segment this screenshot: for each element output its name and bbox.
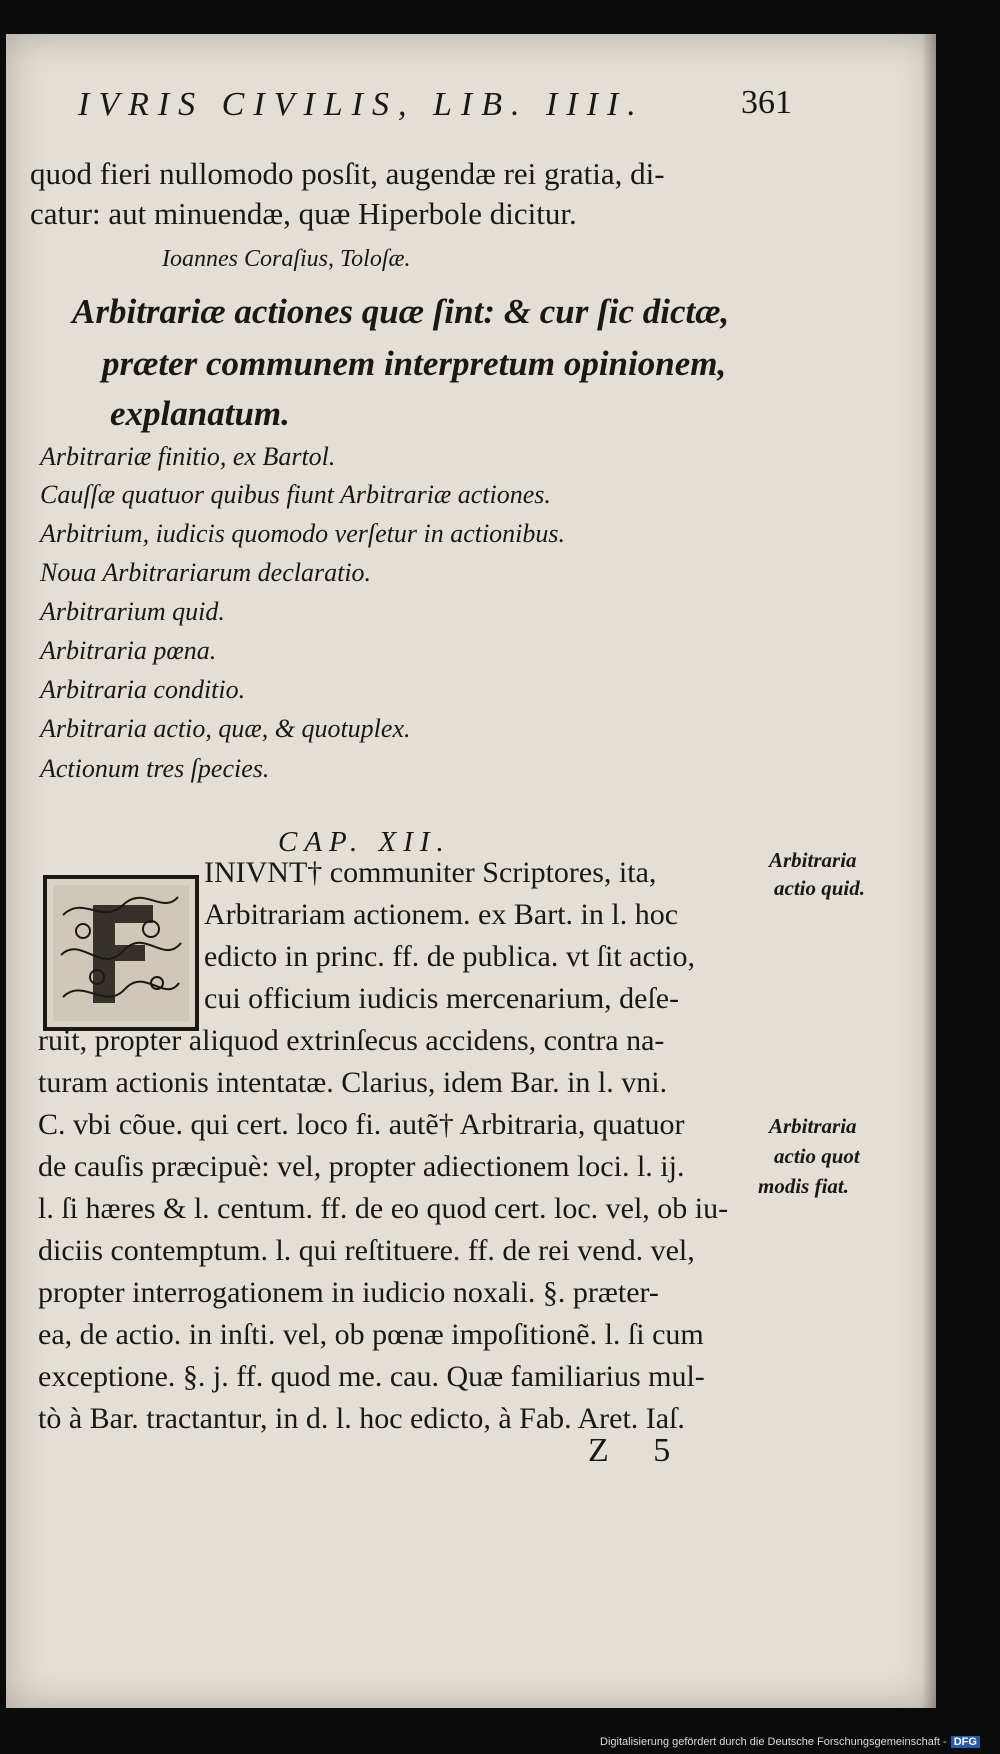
chapter-number: CAP. XII. bbox=[278, 826, 451, 858]
chapter-heading-line: præter communem interpretum opinionem, bbox=[102, 344, 727, 383]
body-line: l. ſi hæres & l. centum. ff. de eo quod cert. loc. vel, ob iu- bbox=[38, 1192, 729, 1225]
running-title: IVRIS CIVILIS, LIB. IIII. bbox=[78, 86, 645, 123]
margin-note: actio quot bbox=[774, 1144, 860, 1168]
dfg-logo-icon: DFG bbox=[951, 1736, 980, 1748]
body-line: Arbitrariam actionem. ex Bart. in l. hoc bbox=[204, 898, 679, 931]
author-line: Ioannes Coraſius, Toloſæ. bbox=[162, 246, 411, 272]
margin-note: modis fiat. bbox=[758, 1174, 850, 1198]
body-line: exceptione. §. j. ff. quod me. cau. Quæ familiarius mul- bbox=[38, 1360, 705, 1393]
intro-line: quod fieri nullomodo posſit, augendæ rei gratia, di- bbox=[30, 156, 665, 191]
body-line: turam actionis intentatæ. Clarius, idem Bar. in l. vni. bbox=[38, 1066, 668, 1099]
chapter-heading-line: Arbitrariæ actiones quæ ſint: & cur ſic dictæ, bbox=[72, 292, 730, 331]
book-page bbox=[6, 34, 936, 1708]
body-line: cui officium iudicis mercenarium, deſe- bbox=[204, 982, 680, 1015]
body-line: propter interrogationem in iudicio noxali. §. præter- bbox=[38, 1276, 659, 1309]
body-line: de cauſis præcipuè: vel, propter adiectionem loci. l. ij. bbox=[38, 1150, 685, 1183]
body-line: tò à Bar. tractantur, in d. l. hoc edicto, à Fab. Aret. Iaſ. bbox=[38, 1402, 685, 1435]
summary-item: Arbitrariæ finitio, ex Bartol. bbox=[40, 442, 336, 471]
margin-note: Arbitraria bbox=[769, 1114, 857, 1138]
body-line: ruit, propter aliquod extrinſecus accidens, contra na- bbox=[38, 1024, 665, 1057]
chapter-heading-line: explanatum. bbox=[110, 394, 290, 433]
summary-item: Arbitrium, iudicis quomodo verſetur in actionibus. bbox=[40, 519, 566, 548]
intro-line: catur: aut minuendæ, quæ Hiperbole dicitur. bbox=[30, 196, 577, 231]
body-line: INIVNT† communiter Scriptores, ita, bbox=[204, 856, 657, 889]
body-line: C. vbi cõue. qui cert. loco fi. autẽ† Arbitraria, quatuor bbox=[38, 1108, 685, 1141]
margin-note: Arbitraria bbox=[769, 848, 857, 872]
body-line: edicto in princ. ff. de publica. vt ſit actio, bbox=[204, 940, 695, 973]
summary-item: Arbitrarium quid. bbox=[40, 597, 225, 626]
body-line: ea, de actio. in inſti. vel, ob pœnæ impoſitionẽ. l. ſi cum bbox=[38, 1318, 704, 1351]
margin-note: actio quid. bbox=[774, 876, 866, 900]
summary-item: Actionum tres ſpecies. bbox=[40, 754, 270, 783]
summary-item: Arbitraria pœna. bbox=[40, 636, 217, 665]
footer-text: Digitalisierung gefördert durch die Deutsche Forschungsgemeinschaft - bbox=[600, 1736, 947, 1748]
summary-item: Cauſſæ quatuor quibus fiunt Arbitrariæ actiones. bbox=[40, 480, 551, 509]
decorated-initial-f-icon bbox=[43, 875, 199, 1031]
body-line: diciis contemptum. l. qui reſtituere. ff. de rei vend. vel, bbox=[38, 1234, 695, 1267]
summary-item: Arbitraria actio, quæ, & quotuplex. bbox=[40, 714, 411, 743]
footer-credit bbox=[600, 1736, 980, 1748]
signature-mark: Z 5 bbox=[588, 1432, 689, 1469]
page-number: 361 bbox=[741, 84, 792, 121]
summary-item: Arbitraria conditio. bbox=[40, 675, 246, 704]
summary-item: Noua Arbitrariarum declaratio. bbox=[40, 558, 372, 587]
